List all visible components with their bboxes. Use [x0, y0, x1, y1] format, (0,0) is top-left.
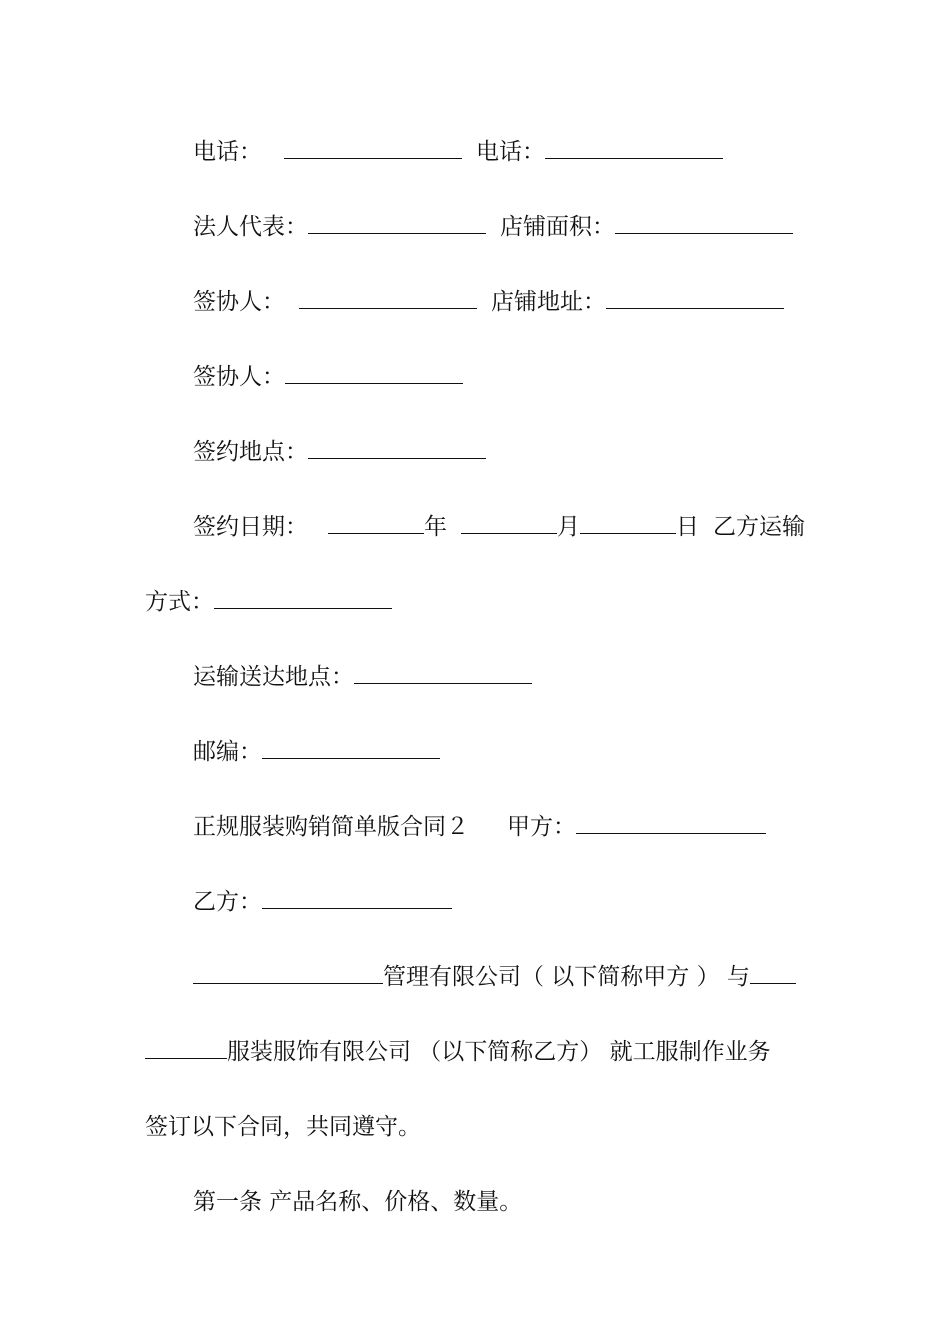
line-sign-place [193, 437, 486, 467]
line-postcode [193, 737, 440, 767]
year-label: 年 [424, 514, 447, 540]
line-phone [193, 137, 723, 167]
transport-label-start: 乙方运输 [713, 514, 805, 540]
year-blank[interactable] [328, 513, 424, 534]
party-b-phone-label: 电话： [476, 139, 545, 165]
party-b-blank[interactable] [262, 888, 452, 909]
article-1-heading: 第一条 产品名称、价格、数量。 [193, 1189, 523, 1215]
day-blank[interactable] [580, 513, 676, 534]
line-party-b [193, 887, 452, 917]
line-company-a [193, 962, 796, 992]
line-sign-contract [145, 1112, 421, 1142]
store-area-label: 店铺面积： [500, 214, 615, 240]
party-a-blank[interactable] [576, 813, 766, 834]
line-contract-title [193, 812, 766, 842]
legal-rep-blank[interactable] [308, 213, 486, 234]
month-label: 月 [557, 514, 580, 540]
store-address-label: 店铺地址： [491, 289, 606, 315]
sign-place-blank[interactable] [308, 438, 486, 459]
company-b-blank-start[interactable] [750, 963, 796, 984]
company-b-blank-end[interactable] [145, 1038, 227, 1059]
store-address-blank[interactable] [606, 288, 784, 309]
signatory-blank[interactable] [299, 288, 477, 309]
signatory-label: 签协人： [193, 289, 285, 315]
postcode-label: 邮编： [193, 739, 262, 765]
company-a-text: 管理有限公司（ 以下简称甲方 ） 与 [383, 964, 750, 990]
line-delivery-place [193, 662, 532, 692]
store-area-blank[interactable] [615, 213, 793, 234]
postcode-blank[interactable] [262, 738, 440, 759]
delivery-place-blank[interactable] [354, 663, 532, 684]
sign-place-label: 签约地点： [193, 439, 308, 465]
line-signatory [193, 287, 784, 317]
sign-date-label: 签约日期： [193, 514, 308, 540]
line-sign-date [193, 512, 805, 542]
company-b-text: 服装服饰有限公司 （以下简称乙方） 就工服制作业务 [227, 1039, 771, 1065]
party-b-label: 乙方： [193, 889, 262, 915]
signatory-2-blank[interactable] [285, 363, 463, 384]
line-company-b [145, 1037, 771, 1067]
transport-method-blank[interactable] [214, 588, 392, 609]
legal-rep-label: 法人代表： [193, 214, 308, 240]
line-article-1 [193, 1187, 522, 1217]
line-signatory-2 [193, 362, 463, 392]
month-blank[interactable] [461, 513, 557, 534]
delivery-place-label: 运输送达地点： [193, 664, 354, 690]
transport-method-label: 方式： [145, 589, 214, 615]
sign-contract-text: 签订以下合同，共同遵守。 [145, 1114, 421, 1140]
line-legal-rep [193, 212, 793, 242]
party-a-phone-label: 电话： [193, 139, 262, 165]
contract-title: 正规服装购销简单版合同２ [193, 814, 469, 840]
party-a-phone-blank[interactable] [284, 138, 462, 159]
party-b-phone-blank[interactable] [545, 138, 723, 159]
line-transport-method [145, 587, 392, 617]
signatory-2-label: 签协人： [193, 364, 285, 390]
party-a-label: 甲方： [507, 814, 576, 840]
company-a-blank[interactable] [193, 963, 383, 984]
day-label: 日 [676, 514, 699, 540]
